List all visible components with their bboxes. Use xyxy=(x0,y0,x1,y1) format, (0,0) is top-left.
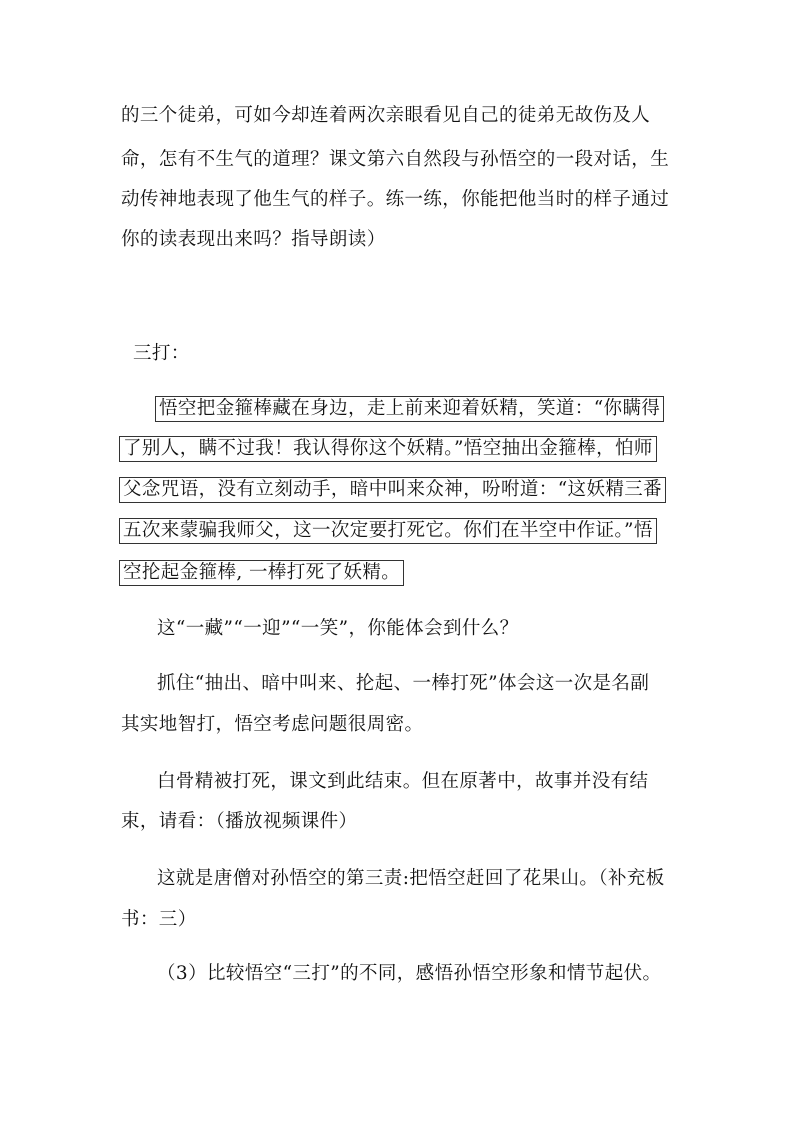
paragraph-line: 这“一藏”“一迎”“一笑”，你能体会到什么？ xyxy=(157,618,519,639)
intro-line: 命，怎有不生气的道理？课文第六自然段与孙悟空的一段对话，生 xyxy=(121,149,670,170)
quote-line: 空抡起金箍棒, 一棒打死了妖精。 xyxy=(119,560,404,586)
paragraph-line: 束，请看：（播放视频课件） xyxy=(121,811,358,832)
intro-line: 动传神地表现了他生气的样子。练一练，你能把他当时的样子通过 xyxy=(121,189,670,210)
paragraph-line: 书：三） xyxy=(121,909,197,930)
paragraph-line: 这就是唐僧对孙悟空的第三责:把悟空赶回了花果山。（补充板 xyxy=(157,868,665,889)
paragraph-line: 白骨精被打死，课文到此结束。但在原著中，故事并没有结 xyxy=(157,771,649,792)
intro-line: 你的读表现出来吗？指导朗读） xyxy=(121,229,386,250)
paragraph-line: （3）比较悟空“三打”的不同，感悟孙悟空形象和情节起伏。 xyxy=(157,963,662,984)
section-title: 三打： xyxy=(133,343,190,364)
quote-line: 父念咒语，没有立刻动手，暗中叫来众神，吩咐道：“这妖精三番 xyxy=(119,477,666,503)
quote-line: 悟空把金箍棒藏在身边，走上前来迎着妖精，笑道：“你瞒得 xyxy=(155,396,664,422)
intro-line: 的三个徒弟，可如今却连着两次亲眼看见自己的徒弟无故伤及人 xyxy=(121,105,651,126)
quote-line: 了别人，瞒不过我！我认得你这个妖精。”悟空抽出金箍棒，怕师 xyxy=(119,436,657,462)
paragraph-line: 其实地智打，悟空考虑问题很周密。 xyxy=(121,714,424,735)
quote-line: 五次来蒙骗我师父，这一次定要打死它。你们在半空中作证。”悟 xyxy=(119,518,657,544)
paragraph-line: 抓住“抽出、暗中叫来、抡起、一棒打死”体会这一次是名副 xyxy=(157,673,650,694)
